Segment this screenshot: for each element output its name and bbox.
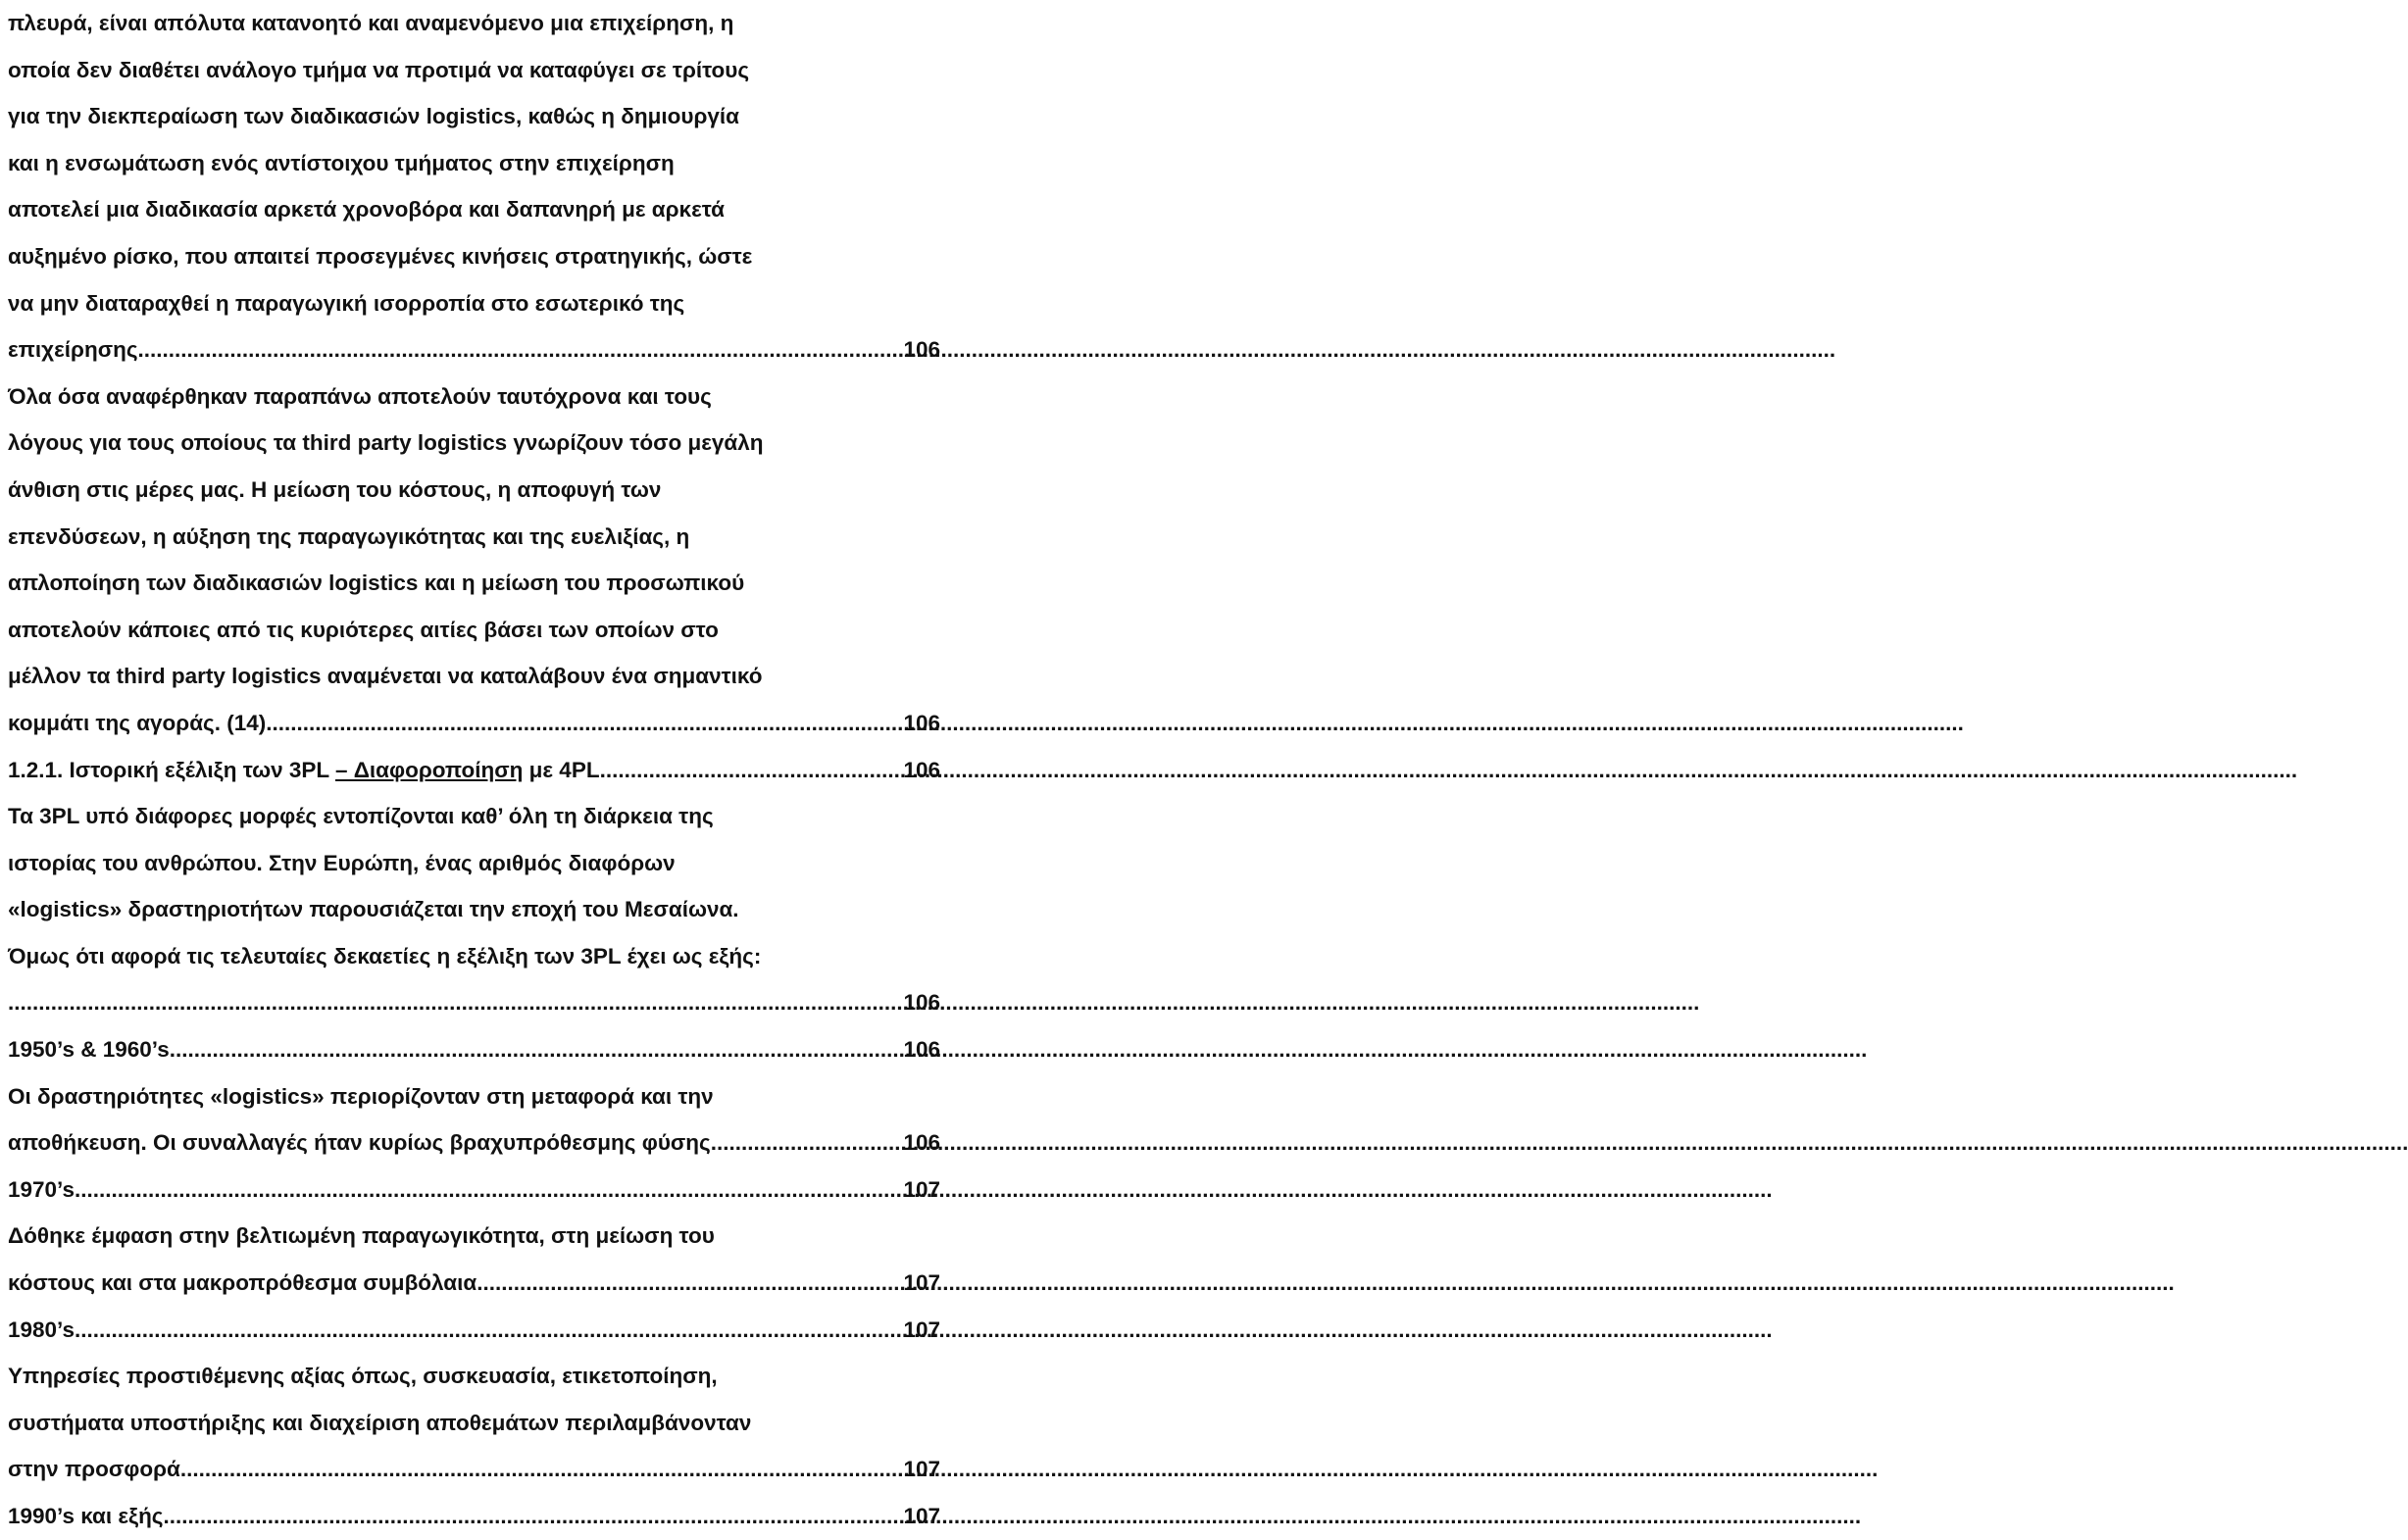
- toc-entry-text-line: ιστορίας του ανθρώπου. Στην Ευρώπη, ένας αριθμός διαφόρων: [8, 850, 676, 875]
- toc-entry-text-line: άνθιση στις μέρες μας. Η μείωση του κόστους, η αποφυγή των: [8, 476, 662, 502]
- page-number: 107: [903, 1504, 940, 1528]
- toc-entry[interactable]: [8, 1026, 940, 1073]
- toc-entry-text-line: Υπηρεσίες προστιθέμενης αξίας όπως, συσκευασία, ετικετοποίηση,: [8, 1364, 718, 1389]
- toc-entry[interactable]: [8, 1353, 940, 1493]
- toc-entry-text-line: «logistics» δραστηριοτήτων παρουσιάζεται την εποχή του Μεσαίωνα.: [8, 897, 739, 922]
- dot-leader: [170, 1493, 904, 1540]
- toc-entry-text-line: πλευρά, είναι απόλυτα κατανοητό και αναμενόμενο μια επιχείρηση, η: [8, 11, 734, 35]
- toc-entry-text-line: απλοποίηση των διαδικασιών logistics και η μείωση του προσωπικού: [8, 571, 745, 596]
- dot-leader: [273, 700, 904, 747]
- toc-entry-text-line: αποτελεί μια διαδικασία αρκετά χρονοβόρα και δαπανηρή με αρκετά: [8, 197, 726, 223]
- toc-entry-text-line: αποθήκευση. Οι συναλλαγές ήταν κυρίως βραχυπρόθεσμης φύσης.: [8, 1130, 717, 1156]
- toc-entry-last-line: [8, 1026, 940, 1073]
- dot-leader: [144, 326, 904, 373]
- dot-leader: [8, 979, 903, 1026]
- toc-entry-text-line: κόστους και στα μακροπρόθεσμα συμβόλαια.: [8, 1270, 483, 1296]
- toc-entry[interactable]: [8, 1213, 940, 1306]
- page-number: 106: [903, 710, 940, 735]
- toc-entry-text-line: 1980’s.: [8, 1316, 81, 1342]
- toc-entry-last-line: [8, 1167, 940, 1214]
- toc-entry[interactable]: [8, 793, 940, 1026]
- section-heading-suffix: με 4PL.: [523, 757, 606, 782]
- toc-entry-text-line: στην προσφορά.: [8, 1457, 187, 1482]
- toc-entry-last-line: [8, 1260, 940, 1307]
- toc-entry-text-line: και η ενσωμάτωση ενός αντίστοιχου τμήματος στην επιχείρηση: [8, 150, 675, 175]
- page-number: 106: [903, 337, 940, 363]
- section-heading-underlined: – Διαφοροποίηση: [334, 757, 524, 782]
- toc-entry-last-line: [8, 700, 940, 747]
- dot-leader: [176, 1026, 903, 1073]
- toc-entry-last-line: [8, 1446, 940, 1493]
- dot-leader: [80, 1307, 903, 1354]
- toc-entry-text-line: οποία δεν διαθέτει ανάλογο τμήμα να προτιμά να καταφύγει σε τρίτους: [8, 57, 750, 82]
- toc-entry-text-line: 1990’s και εξής.: [8, 1504, 170, 1528]
- toc-entry-text-line: Όμως ότι αφορά τις τελευταίες δεκαετίες η εξέλιξη των 3PL έχει ως εξής:: [8, 943, 762, 969]
- toc-entry-text-line: λόγους για τους οποίους τα third party logistics γνωρίζουν τόσο μεγάλη: [8, 430, 764, 456]
- dot-leader: [482, 1260, 903, 1307]
- toc-entry-text-line: Δόθηκε έμφαση στην βελτιωμένη παραγωγικότητα, στη μείωση του: [8, 1223, 715, 1249]
- toc-entry-text-line: 1970’s.: [8, 1176, 81, 1202]
- dot-leader: [186, 1446, 903, 1493]
- page-number: 106: [903, 990, 940, 1016]
- toc-entry-text-line: Τα 3PL υπό διάφορες μορφές εντοπίζονται καθ’ όλη τη διάρκεια της: [8, 804, 714, 829]
- section-heading-prefix: 1.2.1. Ιστορική εξέλιξη των 3PL: [8, 757, 335, 782]
- toc-entry[interactable]: [8, 1307, 940, 1354]
- toc-entry-last-line: [8, 1307, 940, 1354]
- toc-entry-text-line: να μην διαταραχθεί η παραγωγική ισορροπία στο εσωτερικό της: [8, 290, 685, 316]
- toc-entry-last-line: [8, 1119, 940, 1167]
- toc-entry-text-line: για την διεκπεραίωση των διαδικασιών logistics, καθώς η δημιουργία: [8, 104, 739, 129]
- dot-leader: [606, 747, 904, 794]
- dot-leader: [717, 1119, 903, 1167]
- page-number: 106: [903, 1130, 940, 1156]
- toc-entry-text-line: επιχείρησης.: [8, 337, 144, 363]
- toc-entry-text-line: κομμάτι της αγοράς. (14).: [8, 710, 273, 735]
- toc-entry-last-line: [8, 326, 940, 373]
- page-number: 107: [903, 1176, 940, 1202]
- page-number: 107: [903, 1457, 940, 1482]
- toc-section-heading[interactable]: [8, 747, 940, 794]
- toc-entry-last-line: [8, 979, 940, 1026]
- toc-entry-text-line: αυξημένο ρίσκο, που απαιτεί προσεγμένες κινήσεις στρατηγικής, ώστε: [8, 243, 753, 269]
- toc-entry[interactable]: [8, 1073, 940, 1167]
- toc-entry-last-line: [8, 1493, 940, 1540]
- section-heading-text: [8, 747, 606, 794]
- toc-entry[interactable]: [8, 0, 940, 373]
- toc-entry[interactable]: [8, 373, 940, 747]
- toc-entry-text-line: Οι δραστηριότητες «logistics» περιορίζονταν στη μεταφορά και την: [8, 1083, 714, 1109]
- toc-entry-last-line: [8, 747, 940, 794]
- page-number: 107: [903, 1270, 940, 1296]
- toc-entry-text-line: Όλα όσα αναφέρθηκαν παραπάνω αποτελούν ταυτόχρονα και τους: [8, 383, 712, 409]
- toc-entry[interactable]: [8, 1167, 940, 1214]
- page-number: 106: [903, 757, 940, 782]
- toc-entry-text-line: συστήματα υποστήριξης και διαχείριση αποθεμάτων περιλαμβάνονταν: [8, 1410, 752, 1435]
- table-of-contents: [8, 0, 940, 1540]
- page-number: 106: [903, 1037, 940, 1063]
- page-number: 107: [903, 1316, 940, 1342]
- toc-entry-text-line: αποτελούν κάποιες από τις κυριότερες αιτίες βάσει των οποίων στο: [8, 617, 719, 642]
- dot-leader: [80, 1167, 903, 1214]
- toc-entry-text-line: 1950’s & 1960’s.: [8, 1037, 176, 1063]
- toc-entry[interactable]: [8, 1493, 940, 1540]
- toc-entry-text-line: επενδύσεων, η αύξηση της παραγωγικότητας και της ευελιξίας, η: [8, 523, 690, 549]
- toc-entry-text-line: μέλλον τα third party logistics αναμένεται να καταλάβουν ένα σημαντικό: [8, 664, 763, 689]
